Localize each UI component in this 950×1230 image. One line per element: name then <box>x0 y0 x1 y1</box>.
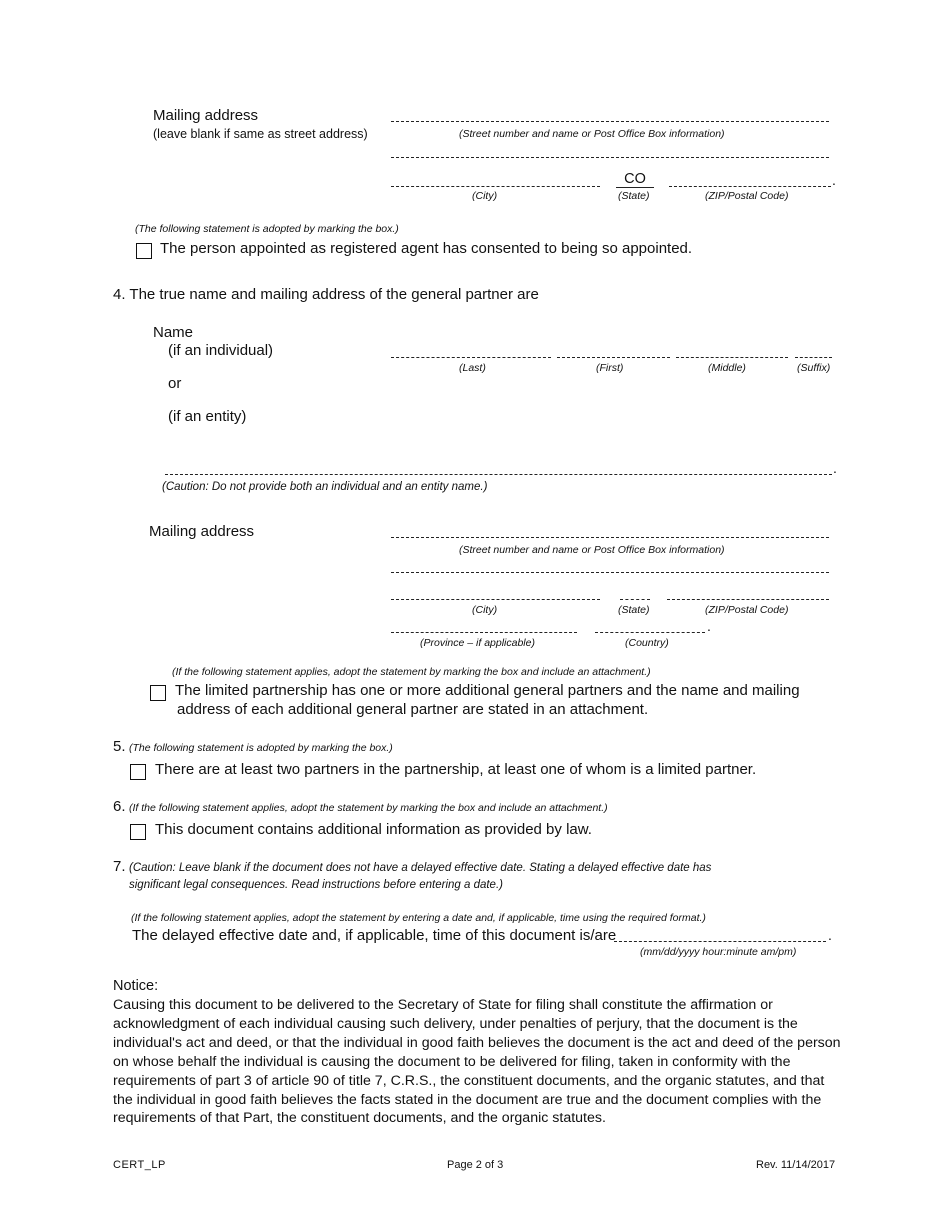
section-5-note: (The following statement is adopted by marking the box.) <box>129 742 393 754</box>
name-label: Name <box>153 324 194 341</box>
partner-street-line-1[interactable] <box>391 537 829 538</box>
agent-consent-checkbox[interactable] <box>136 243 152 259</box>
province-line[interactable] <box>391 632 577 633</box>
agent-street-line-1[interactable] <box>391 121 829 122</box>
notice-heading: Notice: <box>113 978 159 994</box>
individual-label: (if an individual) <box>168 342 274 359</box>
period: . <box>707 618 711 634</box>
city-caption: (City) <box>472 604 498 616</box>
delayed-date-line[interactable] <box>614 941 826 942</box>
agent-city-line[interactable] <box>391 186 600 187</box>
first-name-line[interactable] <box>557 357 670 358</box>
form-code: CERT_LP <box>113 1159 166 1171</box>
two-partners-checkbox[interactable] <box>130 764 146 780</box>
partner-zip-line[interactable] <box>667 599 829 600</box>
attachment-note: (If the following statement applies, adopt the statement by marking the box and include an attachment.) <box>172 666 651 678</box>
country-caption: (Country) <box>625 637 669 649</box>
city-caption: (City) <box>472 190 498 202</box>
partner-state-line[interactable] <box>620 599 650 600</box>
partner-city-line[interactable] <box>391 599 600 600</box>
additional-partners-text-1: The limited partnership has one or more additional general partners and the name and mailing <box>175 682 800 699</box>
page-number: Page 2 of 3 <box>447 1159 504 1171</box>
section-6-note: (If the following statement applies, adopt the statement by marking the box and include an attachment.) <box>129 802 608 814</box>
partner-mailing-label: Mailing address <box>149 523 255 540</box>
last-name-line[interactable] <box>391 357 551 358</box>
period: . <box>828 927 832 943</box>
delayed-date-text: The delayed effective date and, if applicable, time of this document is/are <box>132 927 617 944</box>
province-caption: (Province – if applicable) <box>420 637 535 649</box>
agent-consent-text: The person appointed as registered agent has consented to being so appointed. <box>160 240 693 257</box>
first-caption: (First) <box>596 362 624 374</box>
partner-street-line-2[interactable] <box>391 572 829 573</box>
additional-info-text: This document contains additional information as provided by law. <box>155 821 592 838</box>
or-label: or <box>168 375 182 392</box>
section-7-caution-1: (Caution: Leave blank if the document does not have a delayed effective date. Stating a delayed effective date has <box>129 862 712 874</box>
agent-street-line-2[interactable] <box>391 157 829 158</box>
street-caption: (Street number and name or Post Office Box information) <box>459 128 725 140</box>
notice-body: Causing this document to be delivered to the Secretary of State for filing shall constitute the affirmation or acknowledgment of each individual causing such delivery, under penalties of perjury, that the document is the individual's act and deed, or that the individual in good faith believes the document is the act and deed of the person on whose behalf the individual is causing the document to be delivered for filing, taken in conformity with the requirements of part 3 of article 90 of title 7, C.R.S., the constituent documents, and the organic statutes, and that the individual in good faith believes the facts stated in the document are true and the document complies with the requirements of that Part, the constituent documents, and the organic statutes. <box>113 997 841 1127</box>
section-7-number: 7. <box>113 858 126 875</box>
country-line[interactable] <box>595 632 705 633</box>
middle-name-line[interactable] <box>676 357 788 358</box>
adopt-note: (The following statement is adopted by marking the box.) <box>135 223 399 235</box>
caution-note: (Caution: Do not provide both an individual and an entity name.) <box>162 481 488 493</box>
suffix-line[interactable] <box>795 357 832 358</box>
state-caption: (State) <box>618 604 650 616</box>
period: . <box>832 172 836 188</box>
zip-caption: (ZIP/Postal Code) <box>705 604 789 616</box>
section-7-caution-2: significant legal consequences. Read instructions before entering a date.) <box>129 879 503 891</box>
middle-caption: (Middle) <box>708 362 746 374</box>
additional-partners-checkbox[interactable] <box>150 685 166 701</box>
section-4-heading: 4. The true name and mailing address of the general partner are <box>113 286 539 303</box>
mailing-address-note: (leave blank if same as street address) <box>153 127 368 141</box>
two-partners-text: There are at least two partners in the partnership, at least one of whom is a limited partner. <box>155 761 757 778</box>
date-format-caption: (mm/dd/yyyy hour:minute am/pm) <box>640 946 797 958</box>
section-5-number: 5. <box>113 738 126 755</box>
street-caption: (Street number and name or Post Office Box information) <box>459 544 725 556</box>
state-caption: (State) <box>618 190 650 202</box>
section-7-note: (If the following statement applies, adopt the statement by entering a date and, if applicable, time using the required format.) <box>131 912 706 924</box>
mailing-address-label: Mailing address <box>153 107 259 124</box>
entity-label: (if an entity) <box>168 408 247 425</box>
agent-state-value[interactable]: CO <box>616 171 654 188</box>
zip-caption: (ZIP/Postal Code) <box>705 190 789 202</box>
entity-name-line[interactable] <box>165 474 832 475</box>
period: . <box>833 460 837 476</box>
additional-info-checkbox[interactable] <box>130 824 146 840</box>
additional-partners-text-2: address of each additional general partner are stated in an attachment. <box>177 701 649 718</box>
suffix-caption: (Suffix) <box>797 362 831 374</box>
agent-zip-line[interactable] <box>669 186 831 187</box>
last-caption: (Last) <box>459 362 486 374</box>
revision-date: Rev. 11/14/2017 <box>756 1159 836 1171</box>
section-6-number: 6. <box>113 798 126 815</box>
